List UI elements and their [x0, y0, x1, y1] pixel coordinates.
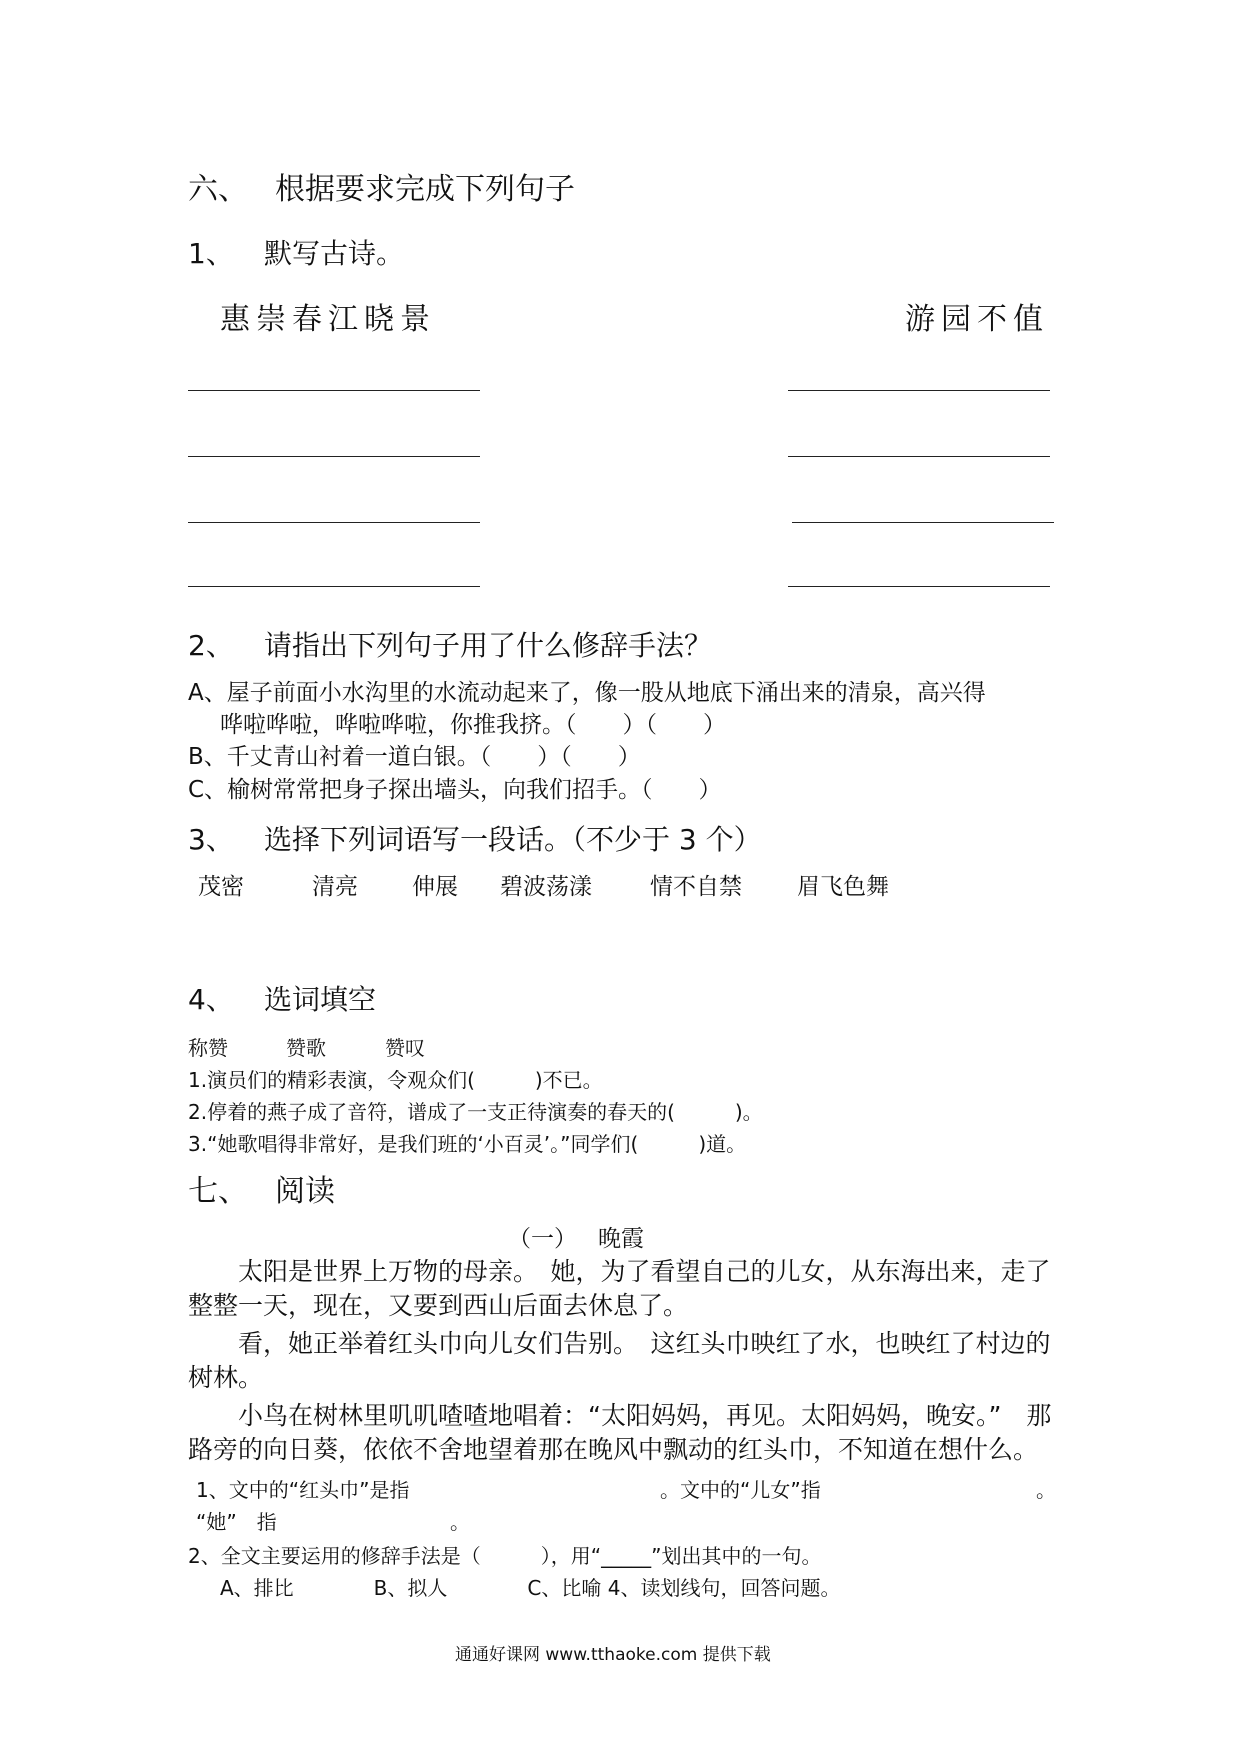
- reading-q1-part2: 。文中的“儿女”指: [660, 1478, 821, 1502]
- q1-number: 1、: [188, 237, 234, 270]
- reading-q1-part1: 1、文中的“红头巾”是指: [196, 1478, 410, 1502]
- q4-title: 选词填空: [264, 983, 377, 1016]
- q4-word-2: 赞歌: [286, 1036, 326, 1060]
- poem-left-title: 惠崇春江晓景: [220, 302, 436, 337]
- section-7-title: 阅读: [275, 1174, 335, 1209]
- poem-left-answer-line-4[interactable]: [188, 586, 480, 587]
- q4-number: 4、: [188, 983, 234, 1016]
- page-footer: 通通好课网 www.tthaoke.com 提供下载: [455, 1645, 771, 1665]
- q3-word-5: 情不自禁: [650, 874, 742, 900]
- poem-right-answer-line-4[interactable]: [788, 586, 1050, 587]
- q4-item-2: 2.停着的燕子成了音符，谱成了一支正待演奏的春天的( )。: [188, 1100, 763, 1124]
- reading-p3-line1: 小鸟在树林里叽叽喳喳地唱着：“太阳妈妈，再见。太阳妈妈，晚安。” 那: [238, 1401, 1052, 1430]
- reading-q2-text: 2、全文主要运用的修辞手法是（ ），用“_____”划出其中的一句。: [188, 1544, 822, 1568]
- q3-word-2: 清亮: [312, 874, 358, 900]
- q2-item-b: B、千丈青山衬着一道白银。（ ）（ ）: [188, 744, 641, 770]
- q4-item-3: 3.“她歌唱得非常好，是我们班的‘小百灵’。”同学们( )道。: [188, 1132, 747, 1156]
- q2-item-c: C、榆树常常把身子探出墙头，向我们招手。（ ）: [188, 777, 722, 803]
- q3-title: 选择下列词语写一段话。（不少于 3 个）: [264, 823, 762, 856]
- reading-p1-line2: 整整一天，现在，又要到西山后面去休息了。: [188, 1291, 689, 1320]
- q3-word-3: 伸展: [412, 874, 458, 900]
- poem-right-title: 游园不值: [905, 302, 1049, 337]
- poem-left-answer-line-1[interactable]: [188, 390, 480, 391]
- q1-title: 默写古诗。: [264, 237, 405, 270]
- q4-item-1: 1.演员们的精彩表演，令观众们( )不已。: [188, 1068, 603, 1092]
- q4-word-1: 称赞: [188, 1036, 228, 1060]
- q2-item-a-line-2: 哗啦哗啦，哗啦哗啦，你推我挤。（ ）（ ）: [220, 712, 726, 738]
- section-6-number: 六、: [188, 172, 248, 207]
- poem-left-answer-line-3[interactable]: [188, 522, 480, 523]
- poem-right-answer-line-3[interactable]: [792, 522, 1054, 523]
- poem-right-answer-line-1[interactable]: [788, 390, 1050, 391]
- section-7-number: 七、: [188, 1174, 248, 1209]
- q2-title: 请指出下列句子用了什么修辞手法？: [264, 629, 713, 662]
- section-6-title: 根据要求完成下列句子: [275, 172, 575, 207]
- q3-word-1: 茂密: [198, 874, 244, 900]
- reading-p1-line1: 太阳是世界上万物的母亲。 她，为了看望自己的儿女，从东海出来，走了: [238, 1257, 1051, 1286]
- reading-q1-line2a: “她” 指: [196, 1510, 277, 1534]
- q2-item-a-line-1: A、屋子前面小水沟里的水流动起来了，像一股从地底下涌出来的清泉，高兴得: [188, 680, 986, 706]
- reading-p3-line2: 路旁的向日葵，依依不舍地望着那在晚风中飘动的红头巾，不知道在想什么。: [188, 1435, 1039, 1464]
- q3-number: 3、: [188, 823, 234, 856]
- reading-q1-part3: 。: [1036, 1478, 1056, 1502]
- q2-number: 2、: [188, 629, 234, 662]
- q3-word-6: 眉飞色舞: [797, 874, 889, 900]
- reading-label: （一）: [508, 1226, 577, 1252]
- poem-left-answer-line-2[interactable]: [188, 456, 480, 457]
- reading-p2-line1: 看，她正举着红头巾向儿女们告别。 这红头巾映红了水，也映红了村边的: [238, 1329, 1051, 1358]
- reading-title: 晚霞: [598, 1226, 644, 1252]
- q4-word-3: 赞叹: [385, 1036, 425, 1060]
- poem-right-answer-line-2[interactable]: [788, 456, 1050, 457]
- q3-word-4: 碧波荡漾: [500, 874, 592, 900]
- reading-p2-line2: 树林。: [188, 1363, 264, 1392]
- reading-q2-options: A、排比 B、拟人 C、比喻 4、读划线句，回答问题。: [220, 1576, 841, 1600]
- reading-q1-line2b: 。: [450, 1510, 470, 1534]
